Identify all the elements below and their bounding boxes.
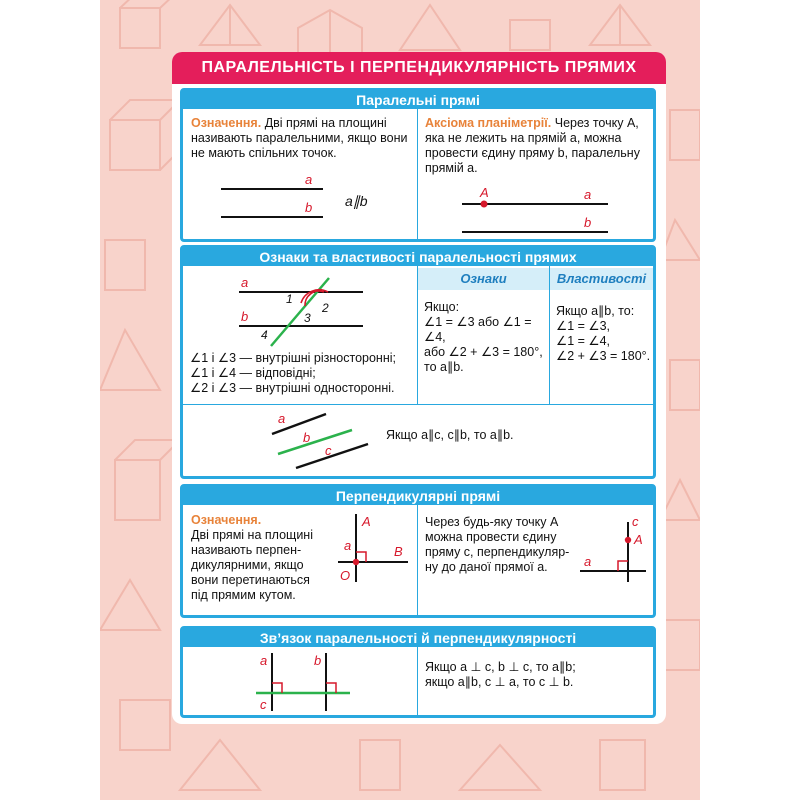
- label-a: a: [260, 653, 268, 668]
- definition-label: Означення.: [191, 513, 262, 527]
- angle-1: 1: [286, 292, 293, 306]
- label-b: b: [241, 309, 249, 324]
- label-c: c: [325, 443, 332, 458]
- axiom-text: Аксіома планіметрії. Через точку A, яка не лежить на прямій a, можна провести єдину пряму b, паралельну прямій a.: [425, 116, 640, 175]
- line-c: [278, 430, 352, 454]
- label-b: b: [305, 200, 313, 215]
- transitive-diagram: [260, 408, 380, 470]
- label-a: a: [584, 187, 592, 202]
- angle-2: 2: [322, 301, 329, 315]
- definition-label: Означення.: [191, 116, 262, 130]
- section-header: Зв’язок паралельності й перпендикулярності: [183, 629, 653, 647]
- section-header: Перпендикулярні прямі: [183, 487, 653, 505]
- label-c: c: [632, 514, 639, 529]
- relation-text: Якщо a ⊥ c, b ⊥ c, то a∥b; якщо a∥b, c ⊥ a, то c ⊥ b.: [425, 660, 576, 689]
- label-a: a: [305, 172, 313, 187]
- point-A: [481, 201, 488, 208]
- perpendicular-definition: Означення. Дві прямі на площині називають перпен- дикулярними, якщо вони перетинаються під прямим кутом.: [191, 513, 313, 602]
- label-B: B: [394, 544, 403, 559]
- section-header: Паралельні прямі: [183, 91, 653, 109]
- divider: [183, 404, 653, 405]
- parallel-lines-diagram: [183, 170, 413, 230]
- right-angle-mark: [326, 683, 336, 693]
- label-a: a: [278, 411, 286, 426]
- page-title: ПАРАЛЕЛЬНІСТЬ І ПЕРПЕНДИКУЛЯРНІСТЬ ПРЯМИХ: [172, 52, 666, 84]
- properties-text: Якщо a∥b, то: ∠1 = ∠3, ∠1 = ∠4, ∠2 + ∠3 = 180°.: [556, 304, 651, 363]
- divider: [417, 647, 418, 715]
- angle-3: 3: [304, 311, 311, 325]
- perpendicular-diagram: [332, 508, 416, 588]
- column-header-signs: Ознаки: [418, 268, 549, 290]
- perpendicular-through-point-diagram: [574, 510, 654, 590]
- transversal-diagram: [183, 268, 417, 350]
- angle-4: 4: [261, 328, 268, 342]
- label-a: a: [344, 538, 352, 553]
- divider: [417, 505, 418, 615]
- definition-text: Означення. Дві прямі на площині називають паралельними, якщо вони не мають спільних точок.: [191, 116, 408, 160]
- point-A: [625, 537, 631, 543]
- label-b: b: [314, 653, 322, 668]
- axiom-label: Аксіома планіметрії.: [425, 116, 552, 130]
- section-header: Ознаки та властивості паралельності прямих: [183, 248, 653, 266]
- relation-diagram: [250, 649, 360, 715]
- divider: [417, 109, 418, 239]
- perpendicular-through-point: Через будь-яку точку A можна провести єдину пряму c, перпендикуляр- ну до даної прямої a.: [425, 515, 570, 574]
- line-b: [296, 444, 368, 468]
- label-a: a: [241, 275, 249, 290]
- point-O: [353, 559, 359, 565]
- axiom-diagram: [420, 183, 652, 239]
- label-b: b: [584, 215, 592, 230]
- label-O: O: [340, 568, 351, 583]
- label-b: b: [303, 430, 311, 445]
- label-A: A: [480, 185, 489, 200]
- transitive-text: Якщо a∥c, c∥b, то a∥b.: [386, 428, 514, 442]
- label-c: c: [260, 697, 267, 712]
- right-angle-mark: [618, 561, 628, 571]
- label-A: A: [634, 532, 643, 547]
- transversal: [271, 278, 329, 346]
- signs-text: Якщо: ∠1 = ∠3 або ∠1 = ∠4, або ∠2 + ∠3 = 180°, то a∥b.: [424, 300, 543, 374]
- label-A: A: [362, 514, 371, 529]
- parallel-notation: a∥b: [345, 193, 368, 209]
- column-header-properties: Властивості: [550, 268, 653, 290]
- angles-description: ∠1 і ∠3 — внутрішні різносторонні; ∠1 і ∠4 — відповідні; ∠2 і ∠3 — внутрішні односторонні.: [190, 351, 396, 395]
- label-a: a: [584, 554, 592, 569]
- right-angle-mark: [272, 683, 282, 693]
